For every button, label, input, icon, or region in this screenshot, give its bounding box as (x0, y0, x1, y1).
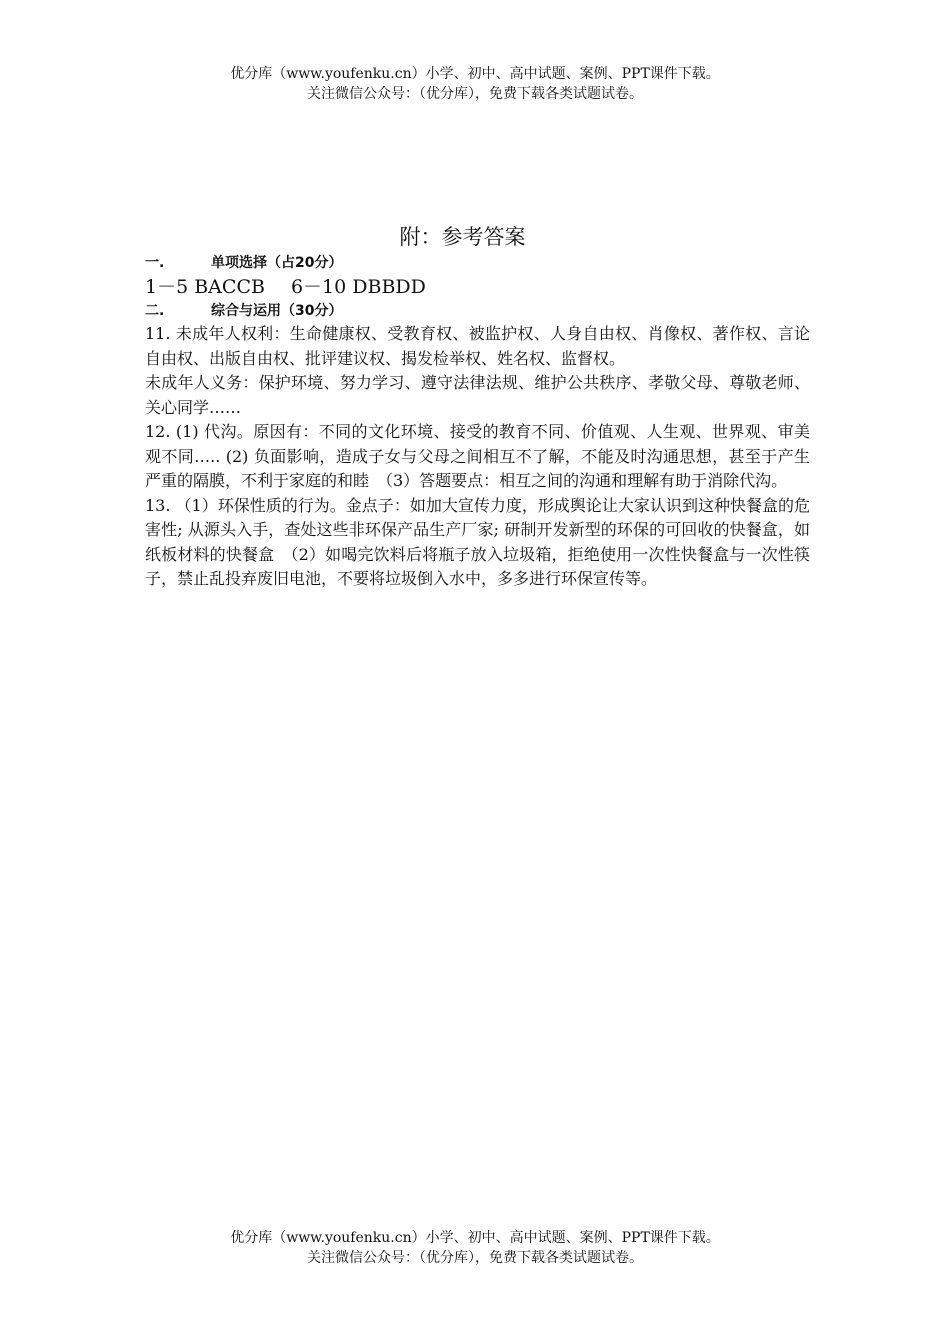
page-footer (0, 1228, 950, 1268)
answers-1-5: 1－5 BACCB (145, 276, 265, 298)
section-1-heading (145, 252, 810, 274)
section-2-number: 二. (145, 303, 165, 319)
answer-key-content (145, 222, 810, 592)
header-line-2: 关注微信公众号：（优分库），免费下载各类试题试卷。 (307, 86, 643, 102)
answer-13: 13. （1）环保性质的行为。金点子：如加大宣传力度，形成舆论让大家认识到这种快餐盒的危害性; 从源头入手，查处这些非环保产品生产厂家; 研制开发新型的环保的可回收的快餐盒，如纸板材料的快餐盒 （2）如喝完饮料后将瓶子放入垃圾箱，拒绝使用一次性快餐盒与一次性筷子，禁止乱投弃废旧电池，不要将垃圾倒入水中，多多进行环保宣传等。 (145, 495, 810, 588)
answers-6-10: 6－10 DBBDD (290, 276, 426, 298)
header-line-1: 优分库（www.youfenku.cn）小学、初中、高中试题、案例、PPT课件下载。 (230, 66, 720, 82)
section-2-label: 综合与运用（30分） (211, 303, 343, 319)
section-1-number: 一. (145, 255, 165, 271)
footer-line-1: 优分库（www.youfenku.cn）小学、初中、高中试题、案例、PPT课件下载。 (230, 1230, 720, 1246)
section-2-heading (145, 300, 810, 322)
answer-12: 12. (1) 代沟。原因有：不同的文化环境、接受的教育不同、价值观、人生观、世界观、审美观不同….. (2) 负面影响，造成子女与父母之间相互不了解，不能及时沟通思想，甚至于产生严重的隔膜，不利于家庭的和睦 （3）答题要点：相互之间的沟通和理解有助于消除代沟。 (145, 422, 810, 490)
answer-11-duties: 未成年人义务：保护环境、努力学习、遵守法律法规、维护公共秩序、孝敬父母、尊敬老师、关心同学…… (145, 373, 810, 417)
section-1-label: 单项选择（占20分） (211, 255, 343, 271)
page-header (0, 64, 950, 104)
page-title: 附：参考答案 (399, 225, 526, 249)
footer-line-2: 关注微信公众号：（优分库），免费下载各类试题试卷。 (307, 1250, 643, 1266)
multiple-choice-answers (145, 274, 810, 300)
answer-11-rights: 11. 未成年人权利：生命健康权、受教育权、被监护权、人身自由权、肖像权、著作权、言论自由权、出版自由权、批评建议权、揭发检举权、姓名权、监督权。 (145, 324, 810, 368)
